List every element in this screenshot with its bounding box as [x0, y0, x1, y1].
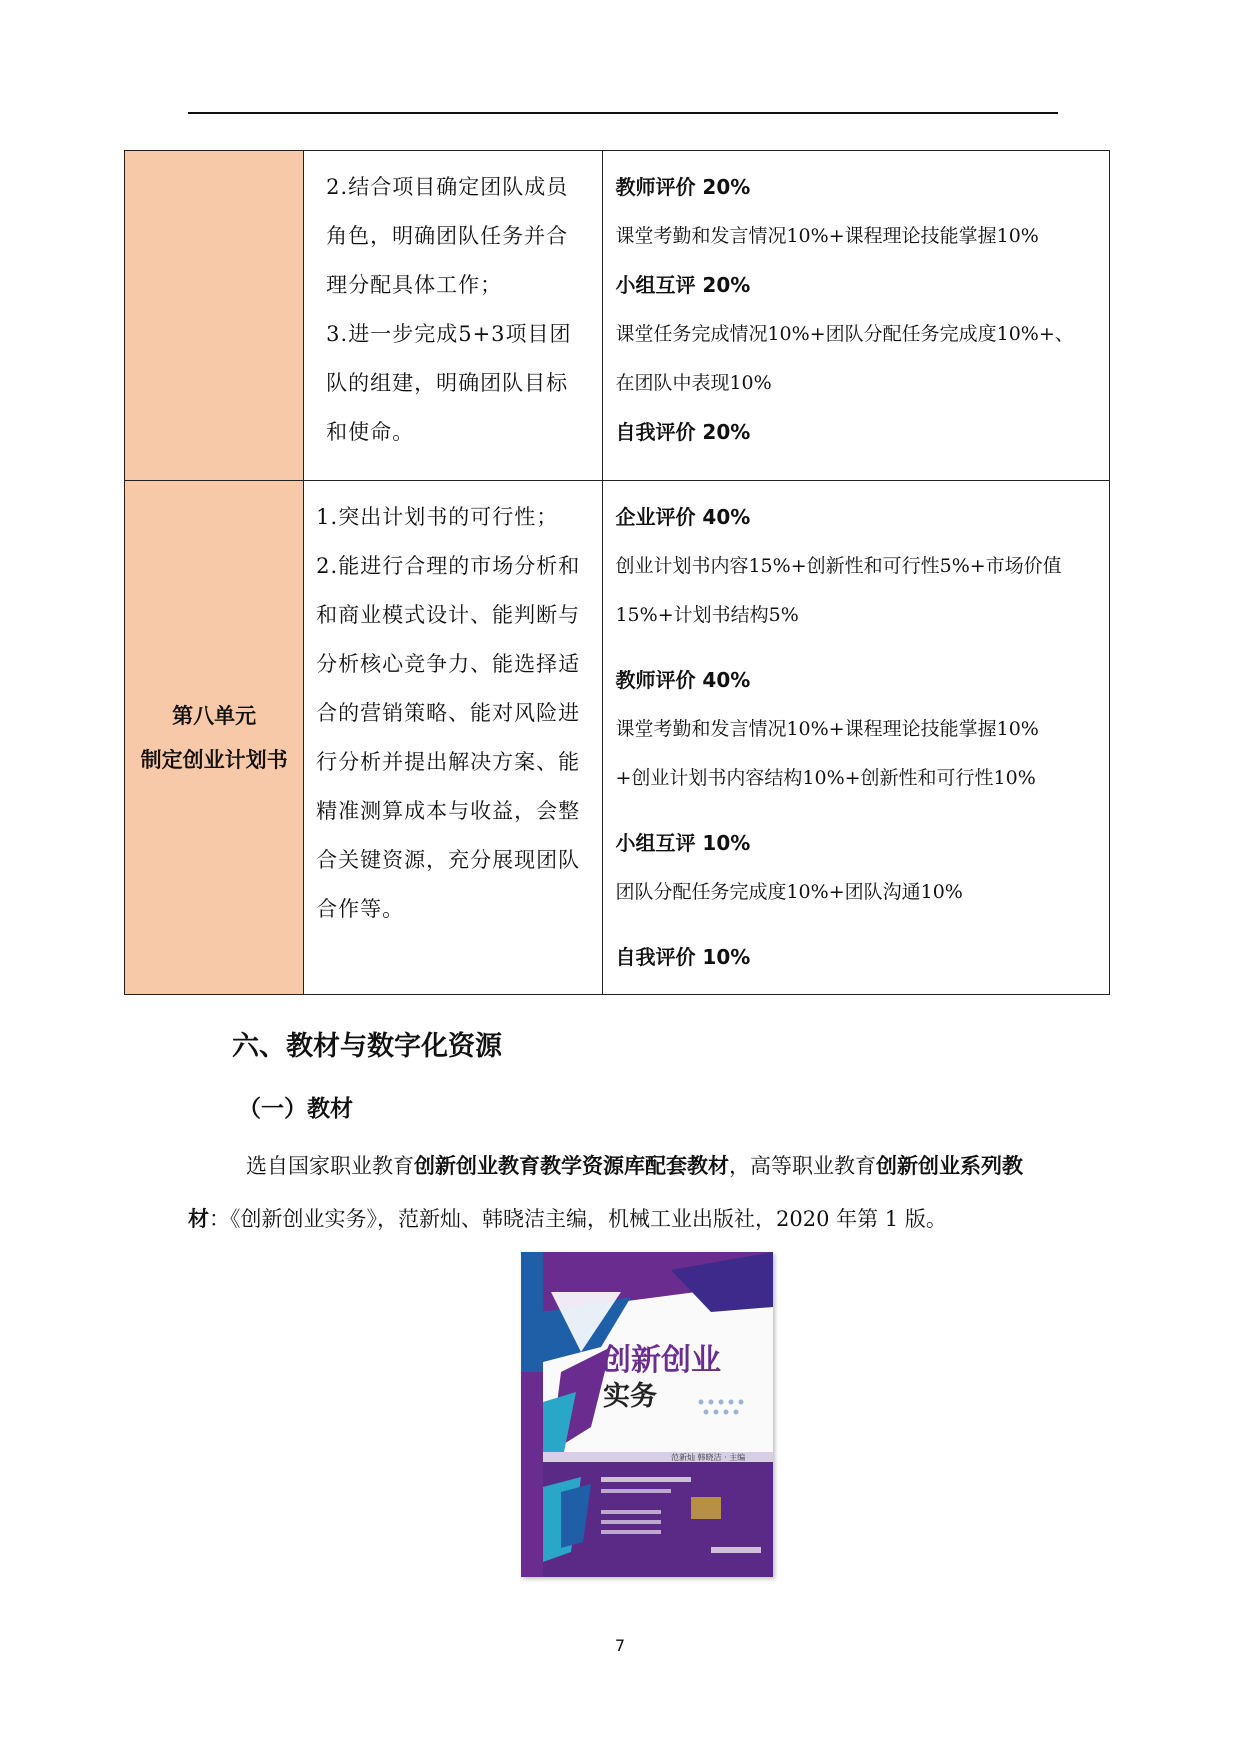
eval-heading: 自我评价 10%	[615, 945, 751, 969]
bold-run: 创新创业系列教材	[188, 1154, 1023, 1231]
goal-line: 行分析并提出解决方案、能	[316, 750, 581, 774]
unit-number: 第八单元	[172, 703, 257, 728]
eval-heading: 小组互评 20%	[615, 273, 751, 297]
section-title: 六、教材与数字化资源	[232, 1031, 502, 1062]
textbook-paragraph	[188, 1140, 1060, 1246]
spacer	[615, 640, 1097, 656]
eval-detail: +创业计划书内容结构10%+创新性和可行性10%	[615, 767, 1036, 789]
goal-line: 队的组建，明确团队目标	[326, 371, 569, 395]
book-title: 创新创业	[601, 1343, 721, 1378]
goal-line: 2.结合项目确定团队成员	[326, 175, 569, 199]
goal-line: 和使命。	[326, 420, 415, 444]
eval-detail: 课堂考勤和发言情况10%+课程理论技能掌握10%	[615, 718, 1039, 740]
book-cover-illustration	[521, 1252, 773, 1577]
book-subtitle: 实务	[603, 1381, 657, 1412]
unit-title: 制定创业计划书	[140, 747, 288, 772]
eval-heading: 企业评价 40%	[615, 505, 751, 529]
page-number: 7	[614, 1636, 626, 1655]
goals-cell	[304, 481, 603, 995]
unit-cell	[125, 481, 304, 995]
eval-detail: 15%+计划书结构5%	[615, 604, 799, 626]
goal-line: 理分配具体工作；	[326, 273, 503, 297]
unit-cell-empty	[125, 151, 304, 481]
eval-heading: 教师评价 40%	[615, 668, 751, 692]
text-run: 选自国家职业教育	[246, 1154, 414, 1178]
eval-detail: 团队分配任务完成度10%+团队沟通10%	[615, 881, 963, 903]
eval-heading: 自我评价 20%	[615, 420, 751, 444]
eval-detail: 课堂任务完成情况10%+团队分配任务完成度10%+、	[615, 323, 1074, 345]
goal-line: 合的营销策略、能对风险进	[316, 701, 581, 725]
goal-line: 和商业模式设计、能判断与	[316, 603, 581, 627]
evals-cell	[603, 151, 1110, 481]
book-authors: 范新灿 韩晓洁 · 主编	[671, 1453, 746, 1462]
eval-detail: 创业计划书内容15%+创新性和可行性5%+市场价值	[615, 555, 1062, 577]
goal-line: 角色，明确团队任务并合	[326, 224, 569, 248]
spacer	[615, 917, 1097, 933]
goal-line: 1.突出计划书的可行性；	[316, 505, 559, 529]
subsection-title: （一）教材	[238, 1096, 353, 1122]
goal-line: 精准测算成本与收益，会整	[316, 799, 581, 823]
eval-heading: 小组互评 10%	[615, 831, 751, 855]
text-run: ：《创新创业实务》，范新灿、韩晓洁主编，机械工业出版社，2020 年第 1 版。	[209, 1207, 947, 1231]
goal-line: 2.能进行合理的市场分析和	[316, 554, 581, 578]
eval-detail: 在团队中表现10%	[615, 372, 772, 394]
header-rule	[188, 112, 1058, 114]
bold-run: 创新创业教育教学资源库配套教材	[414, 1154, 729, 1178]
assessment-table	[124, 150, 1110, 995]
evals-cell	[603, 481, 1110, 995]
goal-line: 3.进一步完成5+3项目团	[326, 322, 572, 346]
spacer	[615, 803, 1097, 819]
goals-cell	[304, 151, 603, 481]
text-run: ，高等职业教育	[729, 1154, 876, 1178]
eval-heading: 教师评价 20%	[615, 175, 751, 199]
table-row	[125, 151, 1110, 481]
goal-line: 合关键资源，充分展现团队	[316, 848, 581, 872]
table-row	[125, 481, 1110, 995]
goal-line: 分析核心竞争力、能选择适	[316, 652, 581, 676]
textbook-cover-image	[521, 1252, 773, 1577]
goal-line: 合作等。	[316, 897, 405, 921]
eval-detail: 课堂考勤和发言情况10%+课程理论技能掌握10%	[615, 225, 1039, 247]
